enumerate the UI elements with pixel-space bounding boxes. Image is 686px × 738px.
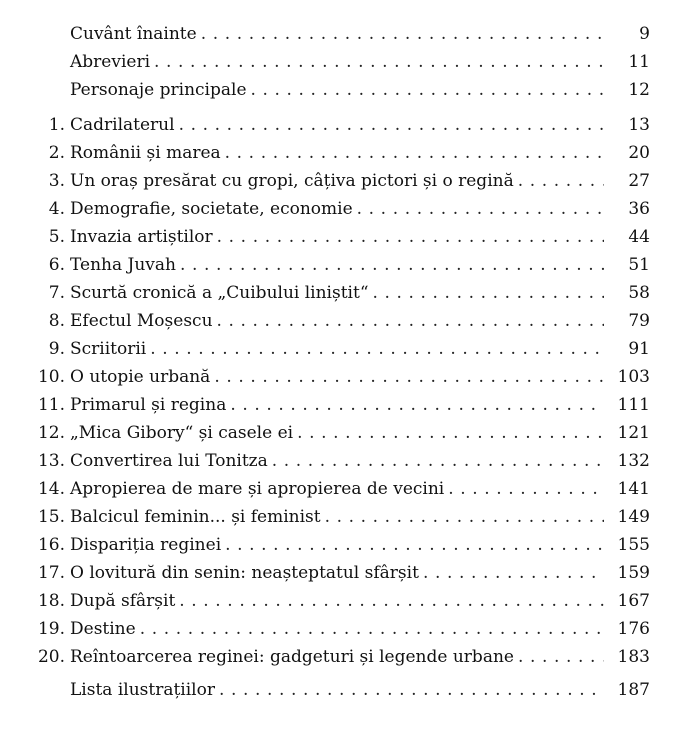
toc-chapter-title: Tenha Juvah	[70, 255, 176, 275]
toc-chapter-number: 7.	[48, 283, 65, 303]
toc-chapter-19	[0, 615, 686, 643]
dot-leader	[179, 587, 604, 615]
dot-leader	[297, 419, 604, 447]
toc-chapter-5	[0, 223, 686, 251]
dot-leader	[214, 363, 604, 391]
toc-chapter-title: Scurtă cronică a „Cuibului liniștit“	[70, 283, 369, 303]
toc-chapter-title: Dispariția reginei	[70, 535, 222, 555]
toc-chapter-1	[0, 111, 686, 139]
toc-chapter-18	[0, 587, 686, 615]
toc-entry-page: 9	[639, 24, 650, 44]
toc-chapter-title: Cadrilaterul	[70, 115, 175, 135]
toc-chapter-8	[0, 307, 686, 335]
dot-leader	[217, 307, 604, 335]
toc-chapter-title: „Mica Gibory“ și casele ei	[70, 423, 294, 443]
dot-leader	[140, 615, 604, 643]
dot-leader	[180, 251, 604, 279]
toc-chapter-number: 20.	[37, 647, 65, 667]
dot-leader	[251, 76, 604, 104]
toc-chapter-number: 9.	[48, 339, 65, 359]
toc-chapter-title: Destine	[70, 619, 136, 639]
toc-chapter-20	[0, 643, 686, 671]
toc-chapter-14	[0, 475, 686, 503]
toc-chapter-number: 13.	[37, 451, 65, 471]
toc-entry-title: Lista ilustrațiilor	[70, 680, 215, 700]
toc-chapter-page: 20	[628, 143, 650, 163]
toc-chapter-number: 18.	[37, 591, 65, 611]
toc-chapter-7	[0, 279, 686, 307]
toc-chapter-4	[0, 195, 686, 223]
toc-chapter-page: 132	[617, 451, 650, 471]
toc-entry-title: Abrevieri	[70, 52, 151, 72]
toc-chapter-number: 8.	[48, 311, 65, 331]
dot-leader	[179, 111, 604, 139]
dot-leader	[357, 195, 604, 223]
toc-chapter-page: 36	[628, 199, 650, 219]
toc-chapter-number: 3.	[48, 171, 65, 191]
toc-chapter-title: După sfârșit	[70, 591, 176, 611]
dot-leader	[217, 223, 604, 251]
toc-chapter-17	[0, 559, 686, 587]
toc-chapter-page: 141	[617, 479, 650, 499]
dot-leader	[219, 676, 604, 704]
toc-chapter-title: Un oraș presărat cu gropi, câțiva pictori și o regină	[70, 171, 514, 191]
dot-leader	[230, 391, 604, 419]
dot-leader	[518, 167, 604, 195]
toc-chapter-number: 17.	[37, 563, 65, 583]
toc-chapter-number: 11.	[37, 395, 65, 415]
dot-leader	[518, 643, 604, 671]
toc-chapter-title: Invazia artiștilor	[70, 227, 213, 247]
toc-chapter-title: Efectul Moșescu	[70, 311, 213, 331]
toc-chapter-title: Demografie, societate, economie	[70, 199, 353, 219]
toc-chapter-title: O lovitură din senin: neașteptatul sfârșit	[70, 563, 419, 583]
toc-chapter-title: Primarul și regina	[70, 395, 227, 415]
toc-chapter-6	[0, 251, 686, 279]
dot-leader	[225, 531, 604, 559]
toc-chapter-number: 19.	[37, 619, 65, 639]
dot-leader	[325, 503, 604, 531]
toc-chapter-2	[0, 139, 686, 167]
toc-chapter-title: Reîntoarcerea reginei: gadgeturi și legende urbane	[70, 647, 514, 667]
dot-leader	[373, 279, 604, 307]
toc-chapter-page: 13	[628, 115, 650, 135]
toc-entry-title: Personaje principale	[70, 80, 247, 100]
toc-chapter-15	[0, 503, 686, 531]
toc-chapter-page: 121	[617, 423, 650, 443]
toc-entry-page: 187	[617, 680, 650, 700]
toc-entry-abbreviations	[0, 48, 686, 76]
toc-chapter-number: 14.	[37, 479, 65, 499]
dot-leader	[150, 335, 604, 363]
toc-chapter-11	[0, 391, 686, 419]
toc-entry-foreword	[0, 20, 686, 48]
toc-chapter-13	[0, 447, 686, 475]
toc-chapter-title: Românii și marea	[70, 143, 221, 163]
dot-leader	[423, 559, 604, 587]
toc-entry-list-of-illustrations	[0, 676, 686, 704]
toc-chapter-page: 44	[628, 227, 650, 247]
dot-leader	[272, 447, 604, 475]
toc-chapter-number: 10.	[37, 367, 65, 387]
toc-chapter-title: Scriitorii	[70, 339, 147, 359]
toc-chapter-16	[0, 531, 686, 559]
toc-chapter-title: O utopie urbană	[70, 367, 211, 387]
toc-chapter-page: 79	[628, 311, 650, 331]
toc-chapter-number: 1.	[48, 115, 65, 135]
toc-chapter-number: 12.	[37, 423, 65, 443]
toc-chapter-10	[0, 363, 686, 391]
toc-chapter-3	[0, 167, 686, 195]
toc-chapter-number: 16.	[37, 535, 65, 555]
dot-leader	[201, 20, 604, 48]
toc-chapter-title: Apropierea de mare și apropierea de vecini	[70, 479, 445, 499]
dot-leader	[448, 475, 604, 503]
toc-chapter-page: 149	[617, 507, 650, 527]
toc-entry-page: 12	[628, 80, 650, 100]
toc-chapter-number: 6.	[48, 255, 65, 275]
toc-chapter-page: 159	[617, 563, 650, 583]
toc-chapter-page: 103	[617, 367, 650, 387]
toc-chapter-page: 91	[628, 339, 650, 359]
toc-chapter-number: 4.	[48, 199, 65, 219]
dot-leader	[225, 139, 604, 167]
toc-chapter-page: 183	[617, 647, 650, 667]
toc-chapter-page: 58	[628, 283, 650, 303]
toc-entry-main-characters	[0, 76, 686, 104]
toc-entry-title: Cuvânt înainte	[70, 24, 197, 44]
toc-chapter-page: 155	[617, 535, 650, 555]
toc-entry-page: 11	[628, 52, 650, 72]
dot-leader	[154, 48, 604, 76]
toc-chapter-9	[0, 335, 686, 363]
toc-chapter-number: 2.	[48, 143, 65, 163]
toc-chapter-title: Convertirea lui Tonitza	[70, 451, 268, 471]
toc-chapter-title: Balcicul feminin... și feminist	[70, 507, 321, 527]
toc-chapter-number: 5.	[48, 227, 65, 247]
toc-chapter-number: 15.	[37, 507, 65, 527]
toc-chapter-page: 176	[617, 619, 650, 639]
toc-chapter-page: 167	[617, 591, 650, 611]
toc-chapter-page: 51	[628, 255, 650, 275]
toc-chapter-page: 111	[617, 395, 650, 415]
toc-chapter-page: 27	[628, 171, 650, 191]
toc-chapter-12	[0, 419, 686, 447]
